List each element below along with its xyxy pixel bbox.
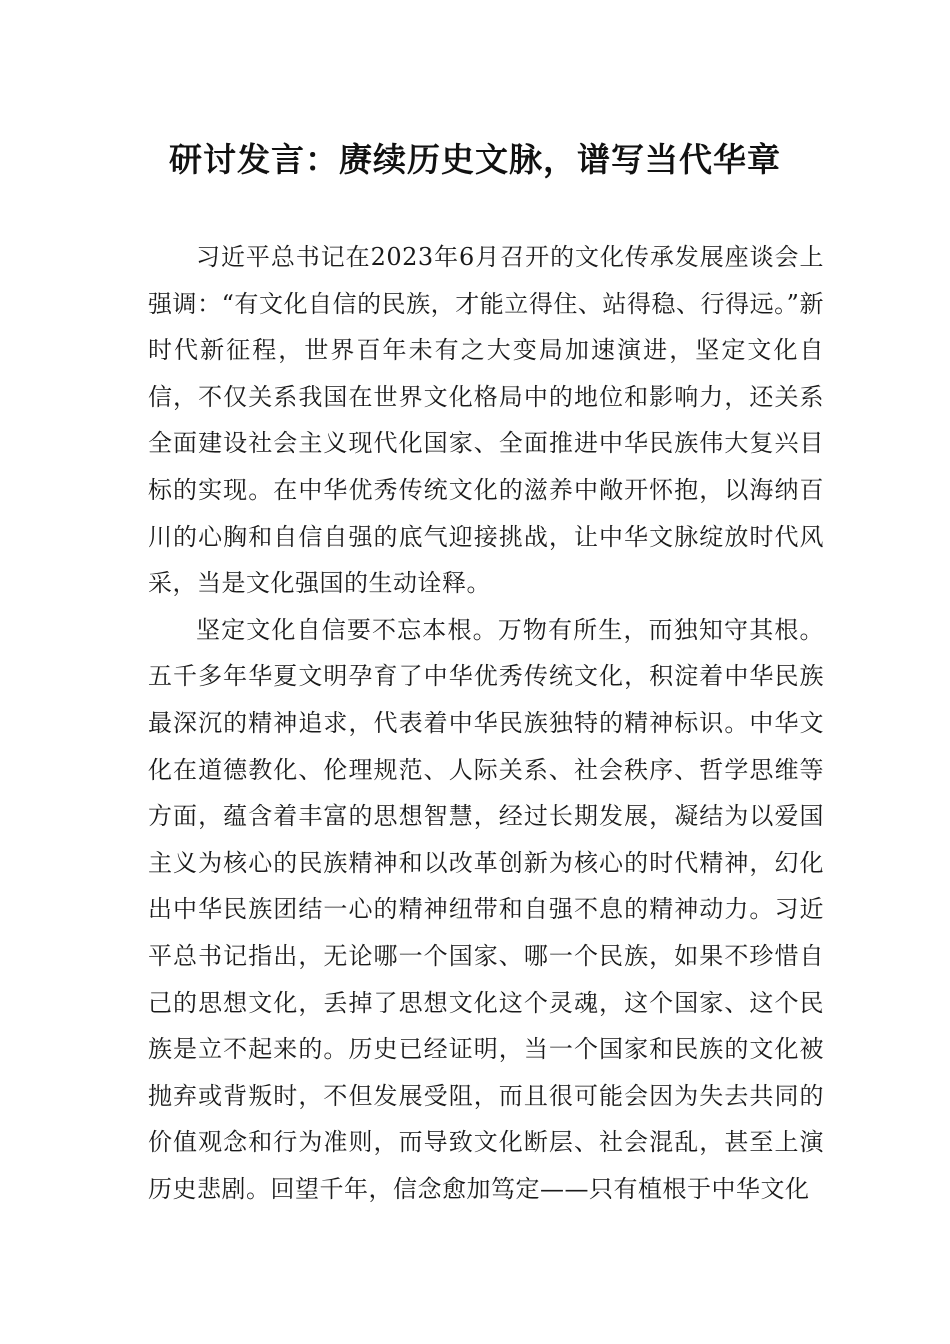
paragraph-1: 习近平总书记在2023年6月召开的文化传承发展座谈会上强调：“有文化自信的民族，才能立得住、站得稳、行得远。”新时代新征程，世界百年未有之大变局加速演进，坚定文化自信，不仅关系我国在世界文化格局中的地位和影响力，还关系全面建设社会主义现代化国家、全面推进中华民族伟大复兴目标的实现。在中华优秀传统文化的滋养中敞开怀抱，以海纳百川的心胸和自信自强的底气迎接挑战，让中华文脉绽放时代风采，当是文化强国的生动诠释。 [148,243,824,598]
document-title: 研讨发言：赓续历史文脉，谱写当代华章 [169,140,781,179]
paragraph-2: 坚定文化自信要不忘本根。万物有所生，而独知守其根。五千多年华夏文明孕育了中华优秀传统文化，积淀着中华民族最深沉的精神追求，代表着中华民族独特的精神标识。中华文化在道德教化、伦理规范、人际关系、社会秩序、哲学思维等方面，蕴含着丰富的思想智慧，经过长期发展，凝结为以爱国主义为核心的民族精神和以改革创新为核心的时代精神，幻化出中华民族团结一心的精神纽带和自强不息的精神动力。习近平总书记指出，无论哪一个国家、哪一个民族，如果不珍惜自己的思想文化，丢掉了思想文化这个灵魂，这个国家、这个民族是立不起来的。历史已经证明，当一个国家和民族的文化被抛弃或背叛时，不但发展受阻，而且很可能会因为失去共同的价值观念和行为准则，而导致文化断层、社会混乱，甚至上演历史悲剧。回望千年，信念愈加笃定——只有植根于中华文化 [148,615,824,1203]
document-body [148,234,824,1212]
